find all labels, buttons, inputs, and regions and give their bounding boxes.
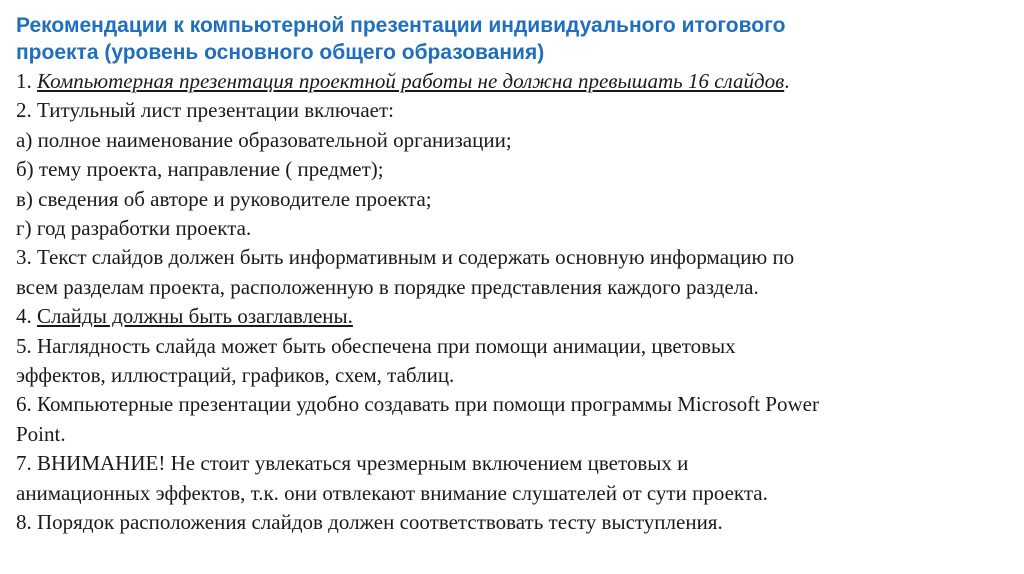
- item-5-line-1: 5. Наглядность слайда может быть обеспечена при помощи анимации, цветовых: [16, 333, 736, 358]
- item-3-line-2: всем разделам проекта, расположенную в порядке представления каждого раздела.: [16, 274, 759, 299]
- item-1-number: 1.: [16, 69, 37, 93]
- item-2b: б) тему проекта, направление ( предмет);: [16, 157, 384, 182]
- item-2a: а) полное наименование образовательной организации;: [16, 127, 512, 152]
- title-line-1: Рекомендации к компьютерной презентации индивидуального итогового: [16, 14, 786, 37]
- item-6-line-2: Point.: [16, 421, 66, 446]
- item-5-line-2: эффектов, иллюстраций, графиков, схем, таблиц.: [16, 363, 455, 388]
- item-4-text: Слайды должны быть озаглавлены.: [37, 304, 353, 329]
- title-line-2: проекта (уровень основного общего образования): [16, 41, 545, 64]
- item-7-line-2: анимационных эффектов, т.к. они отвлекают внимание слушателей от сути проекта.: [16, 480, 768, 505]
- slide-body: [16, 67, 1016, 538]
- item-1-text: Компьютерная презентация проектной работы не должна превышать 16 слайдов: [37, 69, 785, 93]
- item-6-line-1: 6. Компьютерные презентации удобно создавать при помощи программы Microsoft Power: [16, 392, 819, 417]
- item-1: [16, 67, 1016, 96]
- item-4: [16, 302, 1016, 331]
- item-3-line-1: 3. Текст слайдов должен быть информативным и содержать основную информацию по: [16, 245, 795, 270]
- item-2c: в) сведения об авторе и руководителе проекта;: [16, 186, 432, 211]
- item-2: 2. Титульный лист презентации включает:: [16, 98, 394, 123]
- item-7-line-1: 7. ВНИМАНИЕ! Не стоит увлекаться чрезмерным включением цветовых и: [16, 451, 689, 476]
- item-8: 8. Порядок расположения слайдов должен соответствовать тесту выступления.: [16, 510, 723, 535]
- item-1-end: .: [784, 69, 790, 93]
- item-2d: г) год разработки проекта.: [16, 216, 252, 241]
- slide: [16, 4, 1016, 570]
- slide-title: [16, 4, 1016, 66]
- item-4-number: 4.: [16, 304, 37, 329]
